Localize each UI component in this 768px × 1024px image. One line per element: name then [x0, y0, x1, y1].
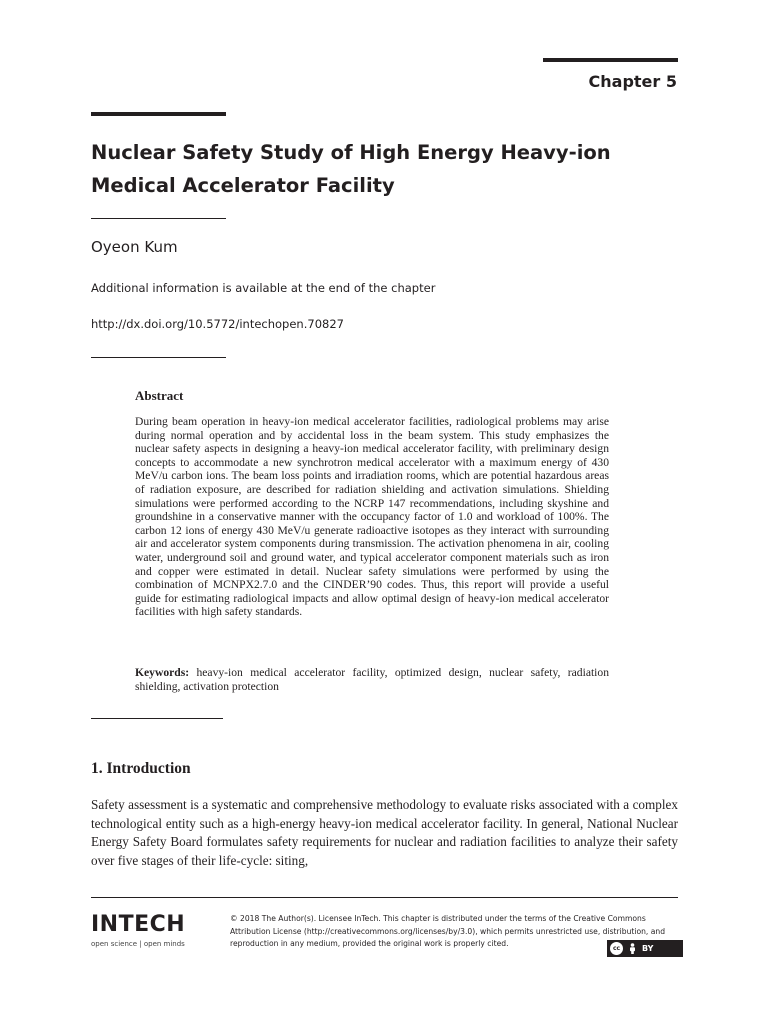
cc-by-badge[interactable]: [607, 940, 683, 957]
divider-after-title: [91, 218, 226, 219]
chapter-rule: [543, 58, 678, 62]
author-name: Oyeon Kum: [91, 238, 178, 256]
publisher-logo: INTECH: [91, 912, 186, 937]
footer-divider: [91, 897, 678, 898]
chapter-title: Nuclear Safety Study of High Energy Heavy-ion Medical Accelerator Facility: [91, 141, 611, 197]
additional-info: Additional information is available at the end of the chapter: [91, 281, 436, 295]
divider-before-abstract: [91, 357, 226, 358]
abstract-text: During beam operation in heavy-ion medical accelerator facilities, radiological problems may arise during normal operation and by accidental loss in the beam system. This study emphasizes the nuclear safety aspects in designing a heavy-ion medical accelerator facility, with preliminary design concepts to accommodate a new synchrotron medical accelerator with a maximum energy of 430 MeV/u carbon ions. The beam loss points and irradiation rooms, which are potential hazardous areas of radiation exposure, are described for radiation shielding and activation simulations. Shielding simulations were performed according to the NCRP 147 recommendations, including skyshine and groundshine in a conservative manner with the occupancy factor of 1.0 and workload of 100%. The carbon 12 ions of energy 430 MeV/u generate radioactive isotopes as they interact with surrounding air and accelerator system components during transmission. The activation phenomena in air, cooling water, underground soil and ground water, and typical accelerator component materials such as iron and copper were estimated in detail. Nuclear safety simulations were performed by using the combination of MCNPX2.7.0 and the CINDER’90 codes. Thus, this report will provide a useful guide for estimating radiological impacts and allow optimal design of heavy-ion medical accelerator facilities with high safety standards.: [135, 415, 609, 619]
keywords-label: Keywords:: [135, 666, 190, 679]
license-notice: © 2018 The Author(s). Licensee InTech. This chapter is distributed under the terms of the Creative Commons Attribution License (http://creativecommons.org/licenses/by/3.0), which permits unrestricted use, distribution, and reproduction in any medium, provided the original work is properly cited.: [230, 914, 666, 948]
introduction-paragraph: Safety assessment is a systematic and comprehensive methodology to evaluate risks associated with a complex technological entity such as a high-energy heavy-ion medical accelerator facility. In general, National Nuclear Energy Safety Board formulates safety requirements for nuclear and radiation facilities to analyze their safety over five stages of their life-cycle: siting,: [91, 797, 678, 868]
section-heading-introduction: 1. Introduction: [91, 760, 191, 777]
divider-after-keywords: [91, 718, 223, 719]
cc-by-label: BY: [642, 944, 654, 953]
cc-icon: cc: [610, 942, 623, 955]
abstract-heading: Abstract: [135, 388, 184, 403]
person-icon: [626, 942, 638, 955]
publisher-tagline: open science | open minds: [91, 940, 185, 948]
chapter-label: Chapter 5: [588, 72, 677, 91]
keywords-list: heavy-ion medical accelerator facility, optimized design, nuclear safety, radiation shielding, activation protection: [135, 666, 609, 693]
keywords: [135, 666, 609, 693]
attribution-person-icon: [628, 943, 637, 954]
doi-link[interactable]: http://dx.doi.org/10.5772/intechopen.70827: [91, 317, 344, 331]
title-rule: [91, 112, 226, 116]
